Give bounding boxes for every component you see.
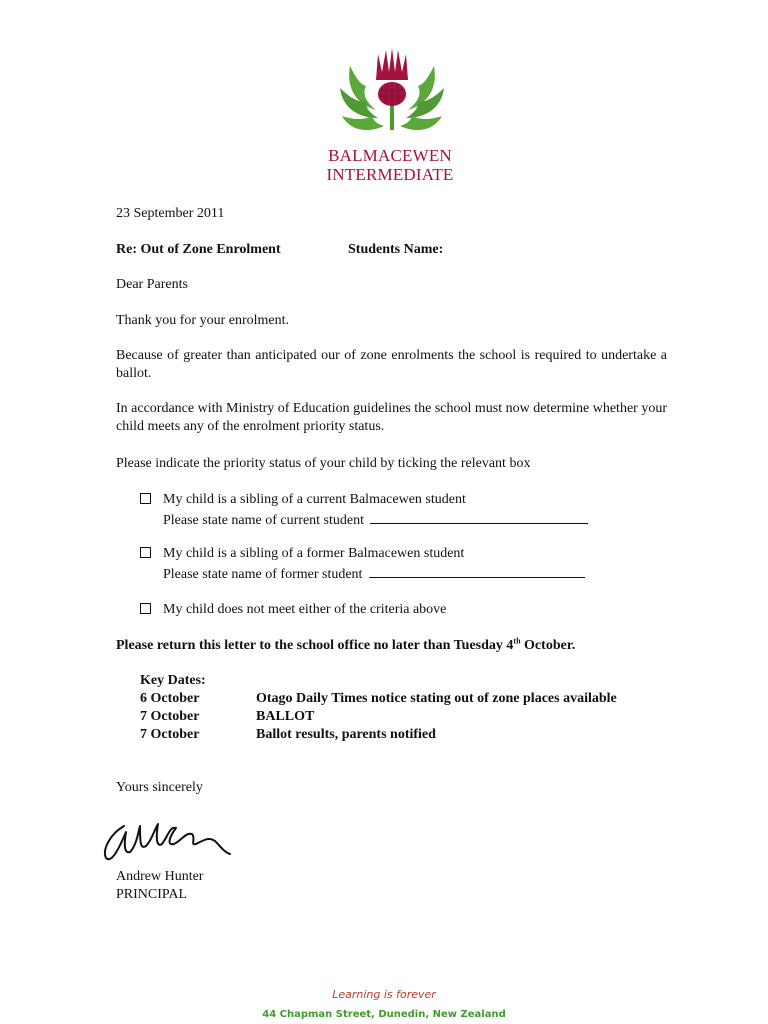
key-date-3-date: 7 October [140, 727, 200, 742]
return-note [116, 637, 575, 655]
option-former-sibling-sub [163, 563, 585, 584]
footer-address: 44 Chapman Street, Dunedin, New Zealand [262, 1009, 506, 1020]
paragraph-ballot: Because of greater than anticipated our of zone enrolments the school is required to undertake a ballot. [116, 348, 667, 381]
return-note-text: Please return this letter to the school office no later than Tuesday 4 [116, 638, 514, 653]
school-name-line2: INTERMEDIATE [326, 165, 454, 184]
salutation: Dear Parents [116, 277, 188, 292]
key-dates-title: Key Dates: [140, 673, 206, 688]
footer-tagline: Learning is forever [332, 988, 436, 1001]
current-student-name-prompt: Please state name of current student [163, 513, 364, 528]
option-current-sibling-sub [163, 509, 588, 530]
former-student-name-prompt: Please state name of former student [163, 567, 363, 582]
signature-image [100, 816, 240, 866]
key-date-1-date: 6 October [140, 691, 200, 706]
key-date-3-event: Ballot results, parents notified [256, 727, 436, 742]
checkbox-former-sibling[interactable] [140, 547, 151, 558]
signer-name: Andrew Hunter [116, 869, 204, 884]
option-former-sibling-label: My child is a sibling of a former Balmacewen student [163, 546, 465, 561]
students-name-label: Students Name: [348, 242, 444, 257]
return-note-superscript: th [513, 636, 521, 646]
signature-icon [100, 816, 240, 866]
current-student-name-field[interactable] [370, 509, 588, 524]
instruction-line: Please indicate the priority status of your child by ticking the relevant box [116, 456, 531, 471]
checkbox-current-sibling[interactable] [140, 493, 151, 504]
re-line: Re: Out of Zone Enrolment [116, 242, 281, 257]
former-student-name-field[interactable] [369, 563, 585, 578]
checkbox-no-criteria[interactable] [140, 603, 151, 614]
school-name-line1: BALMACEWEN [328, 146, 452, 165]
closing: Yours sincerely [116, 780, 203, 795]
signer-title: PRINCIPAL [116, 887, 188, 902]
key-date-2-date: 7 October [140, 709, 200, 724]
return-note-month: October. [520, 638, 576, 653]
key-date-1-event: Otago Daily Times notice stating out of zone places available [256, 691, 617, 706]
option-current-sibling-label: My child is a sibling of a current Balmacewen student [163, 492, 466, 507]
option-no-criteria-label: My child does not meet either of the criteria above [163, 602, 447, 617]
paragraph-guidelines: In accordance with Ministry of Education guidelines the school must now determine whether your child meets any of the enrolment priority status. [116, 401, 667, 434]
thanks-line: Thank you for your enrolment. [116, 313, 290, 328]
key-date-2-event: BALLOT [256, 709, 315, 724]
letter-date: 23 September 2011 [116, 206, 225, 221]
